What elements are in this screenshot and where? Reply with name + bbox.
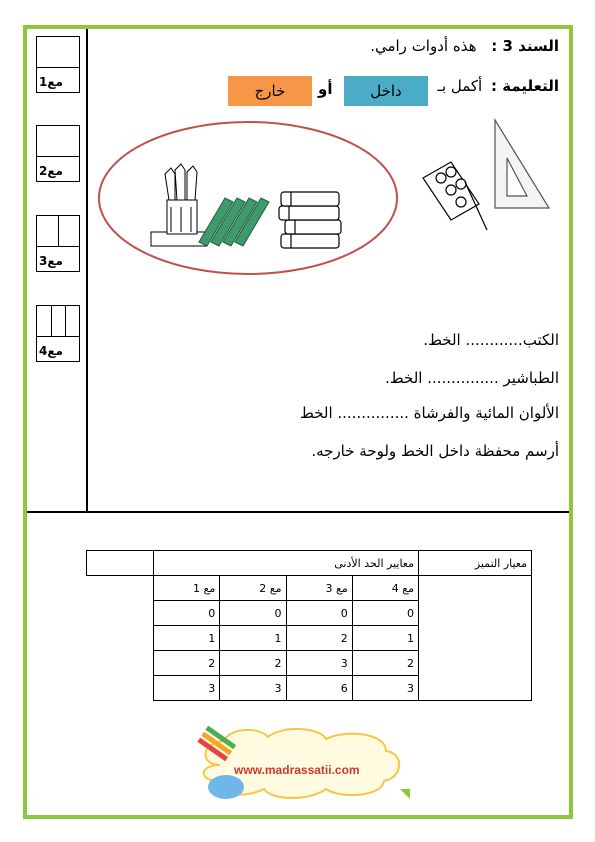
outside-option-button: خارج	[228, 76, 312, 106]
criterion-label-2: مع2	[39, 164, 63, 178]
table-row	[87, 576, 532, 601]
criteria-table	[86, 550, 532, 701]
column-header-1: مع 1	[154, 576, 220, 601]
table-cell: 1	[220, 626, 286, 651]
column-header-4: مع 4	[352, 576, 418, 601]
excellence-cell	[419, 576, 532, 701]
table-cell: 2	[220, 651, 286, 676]
excellence-header: معيار التميز	[419, 551, 532, 576]
document-header	[370, 37, 559, 55]
inside-option-button: داخل	[344, 76, 428, 106]
pencil-cup-icon	[151, 164, 207, 246]
table-cell: 0	[154, 601, 220, 626]
criterion-box-2	[36, 125, 80, 182]
criterion-box-4	[36, 305, 80, 362]
criterion-label-4: مع4	[39, 344, 63, 358]
or-word: أو	[318, 80, 333, 98]
table-cell: 3	[352, 676, 418, 701]
sentence-paints: الألوان المائية والفرشاة ............... الخط	[299, 404, 559, 422]
sentence-draw-task: أرسم محفظة داخل الخط ولوحة خارجه.	[311, 442, 559, 460]
table-cell: 0	[220, 601, 286, 626]
table-cell: 6	[286, 676, 352, 701]
min-criteria-header: معايير الحد الأدنى	[154, 551, 419, 576]
instruction-row	[438, 77, 559, 95]
header-label: السند 3 :	[491, 37, 559, 55]
header-text: هذه أدوات رامي.	[370, 37, 477, 55]
table-cell: 3	[154, 676, 220, 701]
criterion-label-3: مع3	[39, 254, 63, 268]
instruction-label: التعليمة :	[491, 77, 559, 95]
column-header-3: مع 3	[286, 576, 352, 601]
sidebar-divider	[86, 29, 88, 513]
criterion-box-1	[36, 36, 80, 93]
sentence-chalk: الطباشير ............... الخط.	[385, 369, 559, 387]
set-square-icon	[495, 120, 549, 208]
column-header-2: مع 2	[220, 576, 286, 601]
table-header-row	[87, 551, 532, 576]
table-cell: 2	[352, 651, 418, 676]
table-cell: 0	[352, 601, 418, 626]
website-link[interactable]: www.madrassatii.com	[234, 763, 360, 777]
tools-illustration	[95, 112, 560, 312]
criterion-label-1: مع1	[39, 75, 63, 89]
instruction-text: أكمل بـ	[437, 77, 483, 95]
table-cell: 2	[286, 626, 352, 651]
closed-line	[99, 122, 397, 274]
table-cell: 1	[352, 626, 418, 651]
paint-palette-icon	[423, 162, 487, 230]
criterion-box-3	[36, 215, 80, 272]
table-cell: 2	[154, 651, 220, 676]
table-cell: 3	[220, 676, 286, 701]
table-cell: 1	[154, 626, 220, 651]
sentence-books: الكتب............ الخط.	[423, 331, 559, 349]
table-cell: 3	[286, 651, 352, 676]
table-cell: 0	[286, 601, 352, 626]
chalk-icon	[199, 198, 269, 246]
books-icon	[279, 192, 341, 248]
